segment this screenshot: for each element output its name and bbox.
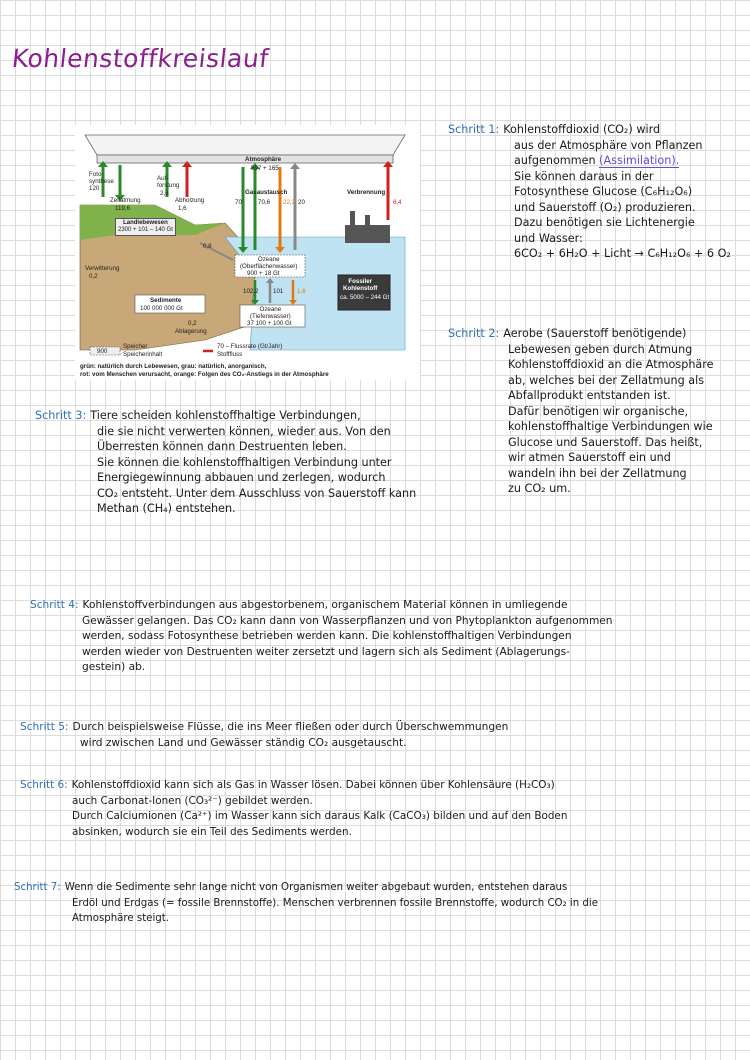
atmosphere-value: 597 + 165 [251, 165, 279, 172]
step-3-line-4: Sie können die kohlenstoffhaltigen Verbindung unter [97, 455, 392, 469]
legend-storage-content: Speicherinhalt [123, 351, 163, 358]
legend-storage: Speicher [123, 343, 148, 350]
step-3-line-2: die sie nicht verwerten können, wieder aus. Von den [97, 424, 391, 438]
step-6-line-2: auch Carbonat-Ionen (CO₃²⁻) gebildet werden. [72, 794, 313, 807]
ocean-surface-value: 900 + 18 Gt [247, 270, 280, 277]
step-6-label: Schritt 6: [20, 779, 68, 791]
step-4 [30, 598, 613, 676]
step-4-label: Schritt 4: [30, 599, 79, 611]
step-1-line-6: und Sauerstoff (O₂) produzieren. [514, 200, 696, 214]
step-2-line-6: Dafür benötigen wir organische, [508, 404, 689, 418]
deforestation-value: 1,6 [178, 205, 187, 212]
step-5 [20, 720, 508, 751]
step-7-label: Schritt 7: [14, 882, 61, 893]
step-1-line-3: aufgenommen [514, 154, 596, 167]
reforestation-label: Auf- forstung [157, 175, 180, 189]
ocean-surface-label: Ozeane (Oberflächenwasser) [240, 256, 298, 270]
step-4-line-5: gestein) ab. [82, 661, 146, 673]
step-3-line-1: Tiere scheiden kohlenstoffhaltige Verbindungen, [90, 409, 361, 422]
legend-flow-rate: 70 – Flussrate (Gt/Jahr) [217, 343, 283, 350]
photosynthesis-value: 120 [89, 185, 100, 192]
weathering-label: Verwitterung [85, 265, 120, 272]
step-1 [448, 122, 731, 262]
step-3-line-7: Methan (CH₄) entstehen. [97, 502, 236, 515]
step-1-line-5: Fotosynthese Glucose (C₆H₁₂O₆) [514, 185, 693, 198]
step-2-line-7: kohlenstoffhaltige Verbindungen wie [508, 420, 713, 433]
step-5-label: Schritt 5: [20, 721, 69, 733]
fossil-label: Fossiler Kohlenstoff [343, 278, 378, 292]
gas-exchange-label: Gasaustausch [245, 189, 288, 196]
step-2-line-3: Kohlenstoffdioxid an die Atmosphäre [508, 358, 714, 371]
deforestation-label: Abholzung [175, 197, 205, 204]
land-life-box [115, 218, 176, 236]
step-1-line-1: Kohlenstoffdioxid (CO₂) wird [503, 123, 661, 136]
fossil-value: ca. 5000 – 244 Gt [340, 294, 390, 301]
deposition-label: Ablagerung [175, 328, 207, 335]
land-life-value: 2300 + 101 – 140 Gt [118, 227, 173, 233]
step-2-line-10: wandeln ihn bei der Zellatmung [508, 466, 687, 480]
respiration-label: Zellatmung [110, 197, 141, 204]
diagram-graphic [75, 125, 420, 380]
step-1-line-4: Sie können daraus in der [514, 169, 654, 183]
carbon-cycle-diagram [75, 125, 420, 380]
ocean-deep-value: 37 100 + 100 Gt [247, 320, 292, 327]
step-7 [14, 880, 598, 927]
gas-exchange-v2: 70,6 [258, 199, 271, 206]
assimilation-highlight: (Assimilation). [599, 154, 680, 167]
gas-exchange-v4: 20 [298, 199, 305, 206]
step-3 [35, 408, 416, 517]
step-5-line-2: wird zwischen Land und Gewässer ständig CO₂ ausgetauscht. [80, 736, 407, 749]
ocean-flow-3: 1,6 [297, 288, 306, 295]
step-2-line-5: Abfallprodukt entstanden ist. [508, 389, 671, 402]
legend-storage-value: 900 [97, 348, 108, 355]
ocean-flow-2: 101 [273, 288, 284, 295]
legend-flow: Stofffluss [217, 351, 243, 358]
weathering-value: 0,2 [89, 273, 98, 280]
atmosphere-label: Atmosphäre [245, 156, 282, 163]
step-4-line-4: werden wieder von Destruenten weiter zersetzt und lagern sich als Sediment (Ablagerungs- [82, 645, 570, 658]
step-2-line-9: wir atmen Sauerstoff ein und [508, 451, 671, 464]
step-1-label: Schritt 1: [448, 123, 500, 136]
step-3-label: Schritt 3: [35, 409, 87, 422]
step-2-line-11: zu CO₂ um. [508, 482, 571, 495]
step-7-line-3: Atmosphäre steigt. [72, 913, 169, 924]
step-2 [448, 326, 714, 497]
step-4-line-1: Kohlenstoffverbindungen aus abgestorbenem, organischem Material können in umliegende [82, 599, 568, 611]
step-1-line-8: und Wasser: [514, 231, 583, 245]
side-value: 0,8 [203, 243, 212, 250]
step-3-line-3: Überresten können dann Destruenten leben. [97, 440, 347, 453]
step-2-label: Schritt 2: [448, 327, 500, 340]
step-1-line-7: Dazu benötigen sie Lichtenergie [514, 216, 695, 229]
combustion-value: 6,4 [393, 199, 402, 206]
step-1-line-2: aus der Atmosphäre von Pflanzen [514, 138, 703, 152]
caption-line-1: grün: natürlich durch Lebewesen, grau: natürlich, anorganisch, [80, 363, 267, 370]
step-6-line-1: Kohlenstoffdioxid kann sich als Gas in Wasser lösen. Dabei können über Kohlensäure (H₂CO₃) [71, 779, 555, 791]
gas-exchange-v3: 22,2 [283, 199, 296, 206]
reforestation-value: 2,6 [160, 190, 169, 197]
step-3-line-6: CO₂ entsteht. Unter dem Ausschluss von Sauerstoff kann [97, 486, 417, 500]
step-6-line-4: absinken, wodurch sie ein Teil des Sediments werden. [72, 825, 352, 838]
ocean-flow-1: 102,2 [243, 288, 259, 295]
respiration-value: 119,6 [115, 205, 131, 212]
step-5-line-1: Durch beispielsweise Flüsse, die ins Meer fließen oder durch Überschwemmungen [72, 721, 509, 733]
page-title: Kohlenstoffkreislauf [10, 44, 271, 73]
step-2-line-1: Aerobe (Sauerstoff benötigende) [503, 327, 687, 340]
combustion-label: Verbrennung [347, 189, 386, 196]
ocean-deep-label: Ozeane (Tiefenwasser) [250, 306, 291, 320]
step-4-line-3: werden, sodass Fotosynthese betrieben werden kann. Die kohlenstoffhaltigen Verbindungen [82, 630, 572, 642]
gas-exchange-v1: 70 [235, 199, 242, 206]
step-1-equation: 6CO₂ + 6H₂O + Licht → C₆H₁₂O₆ + 6 O₂ [514, 247, 731, 260]
step-2-line-4: ab, welches bei der Zellatmung als [508, 373, 705, 387]
step-4-line-2: Gewässer gelangen. Das CO₂ kann dann von Wasserpflanzen und von Phytoplankton aufgenommen [82, 614, 613, 627]
land-life-label: Landlebewesen [123, 220, 168, 226]
deposition-value: 0,2 [188, 320, 197, 327]
sediment-value: 100 000 000 Gt [140, 305, 183, 312]
step-7-line-1: Wenn die Sedimente sehr lange nicht von Organismen weiter abgebaut wurden, entstehen daraus [64, 882, 568, 893]
caption-line-2: rot: vom Menschen verursacht, orange: Folgen des CO₂-Anstiegs in der Atmosphäre [80, 371, 329, 378]
step-6-line-3: Durch Calciumionen (Ca²⁺) im Wasser kann sich daraus Kalk (CaCO₃) bilden und auf den Boden [72, 810, 568, 822]
photosynthesis-label: Foto- synthese [89, 171, 114, 185]
step-3-line-5: Energiegewinnung abbauen und zerlegen, wodurch [97, 471, 386, 484]
step-2-line-8: Glucose und Sauerstoff. Das heißt, [508, 435, 703, 449]
step-6 [20, 778, 567, 840]
step-7-line-2: Erdöl und Erdgas (= fossile Brennstoffe). Menschen verbrennen fossile Brennstoffe, wodurch CO₂ in die [72, 897, 598, 909]
sediment-label: Sedimente [150, 297, 182, 304]
step-2-line-2: Lebewesen geben durch Atmung [508, 342, 693, 356]
